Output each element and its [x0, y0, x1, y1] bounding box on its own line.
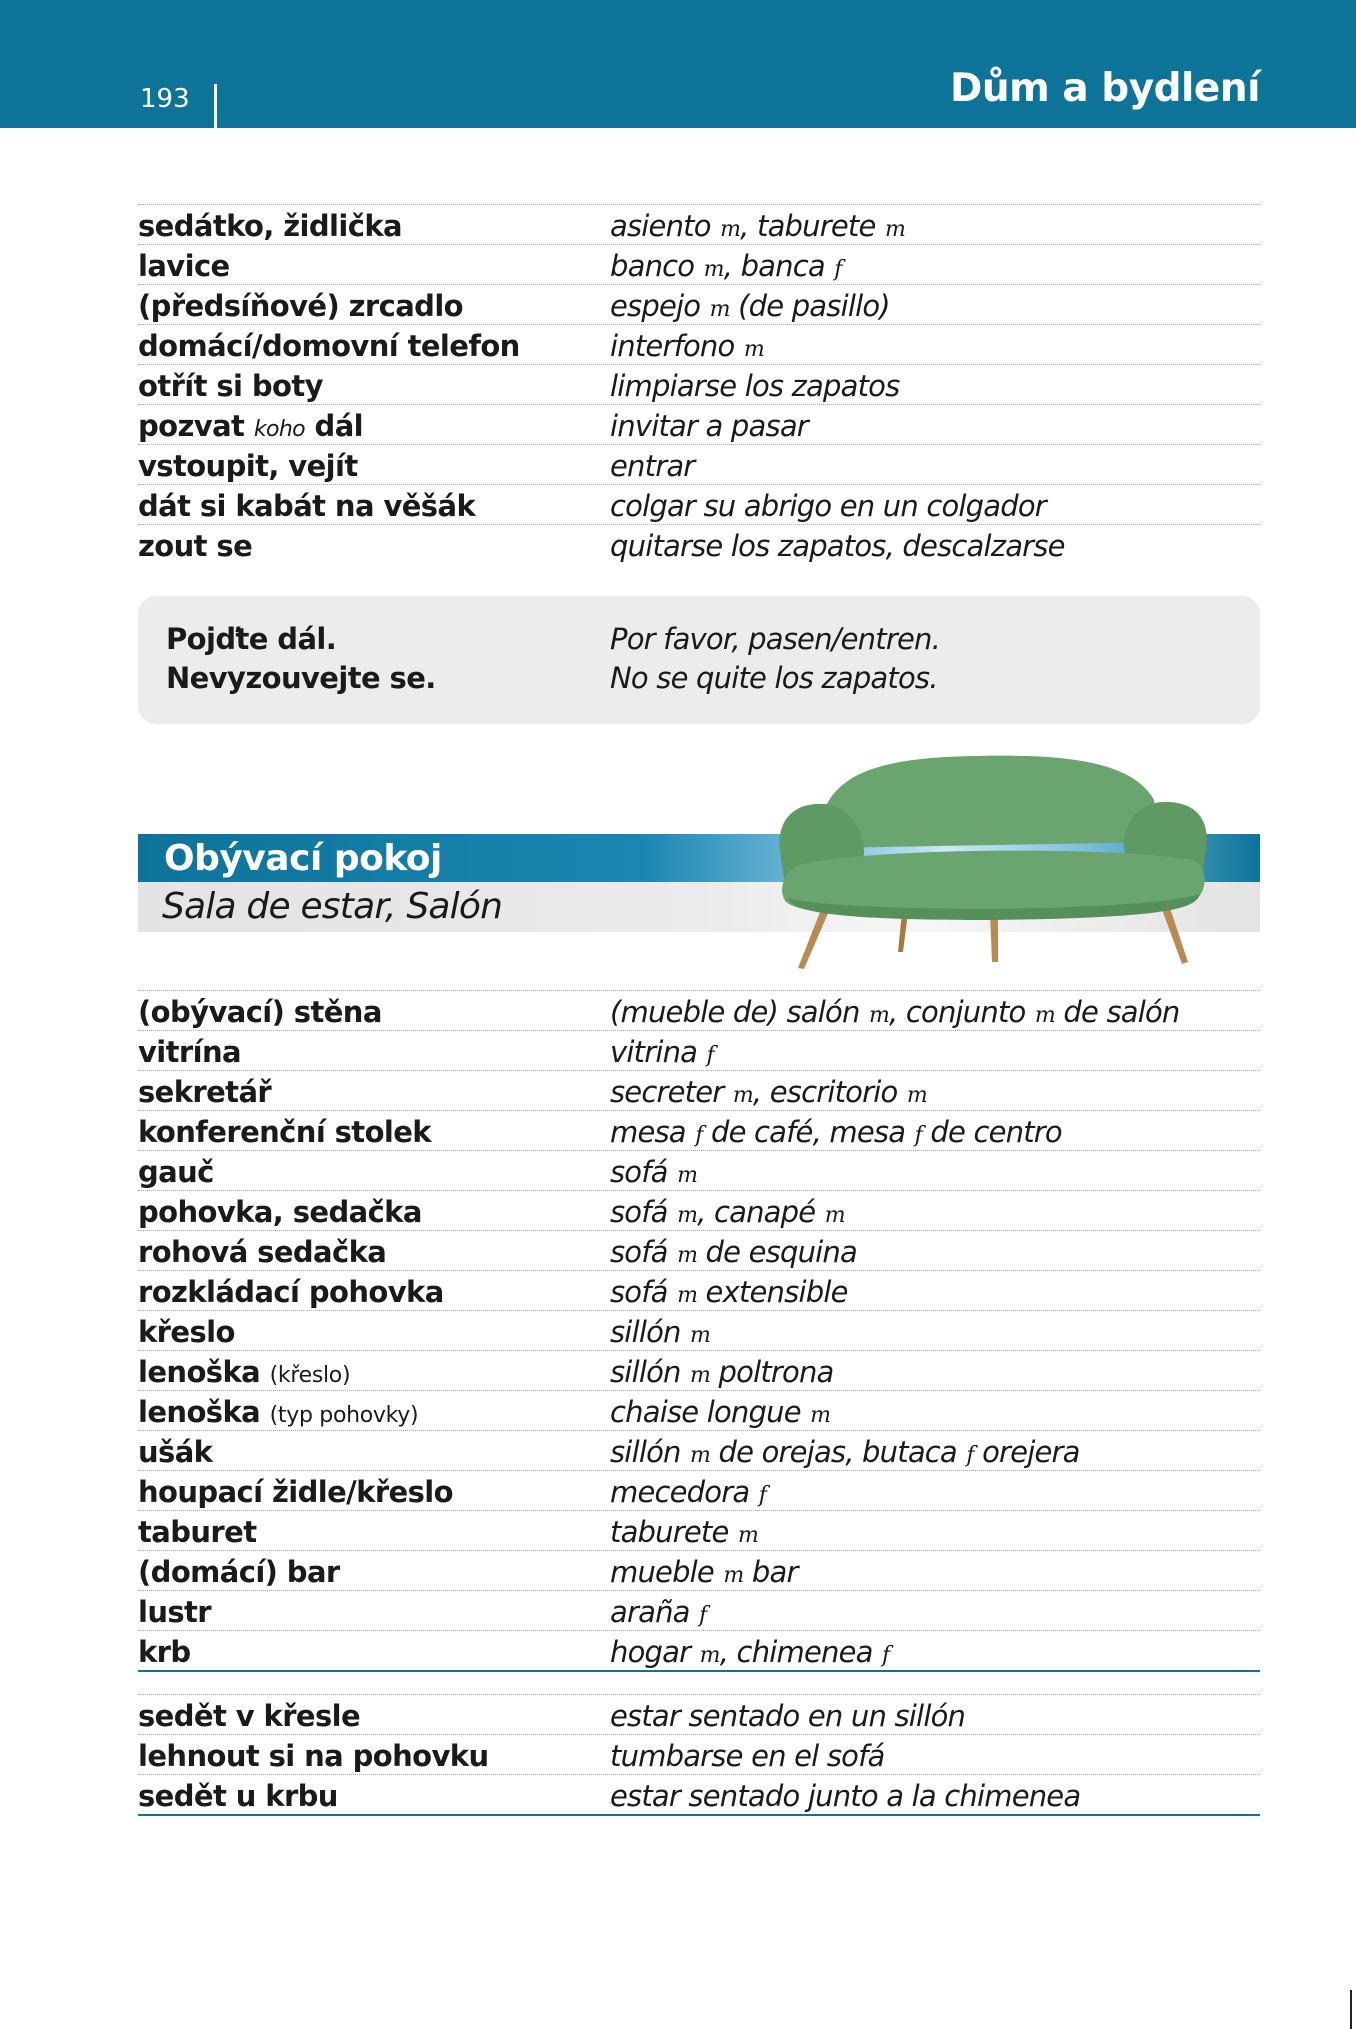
czech-term: [138, 329, 520, 363]
gender-marker: m: [743, 337, 764, 362]
vocab-row: [138, 444, 1260, 484]
section-title: Obývací pokoj: [164, 838, 442, 879]
phrase-row: [138, 657, 1260, 695]
vocab-row: [138, 244, 1260, 284]
gender-marker: m: [810, 1403, 831, 1428]
spanish-term-text: sillón: [610, 1435, 681, 1469]
czech-term: [138, 409, 363, 443]
czech-term-note: koho: [253, 417, 306, 442]
czech-term: [138, 1275, 444, 1309]
czech-term: [138, 995, 382, 1029]
czech-term-text: ušák: [138, 1435, 213, 1469]
czech-term: [138, 1355, 350, 1389]
czech-term: [138, 1779, 338, 1813]
czech-term-text: rohová sedačka: [138, 1235, 387, 1269]
czech-term-text: zout se: [138, 529, 253, 563]
gender-marker: m: [1034, 1003, 1055, 1028]
vocab-row: [138, 1030, 1260, 1070]
czech-term: [138, 209, 402, 243]
gender-marker: f: [699, 1603, 707, 1628]
czech-term: [138, 1035, 241, 1069]
vocab-row: [138, 1070, 1260, 1110]
gender-marker: m: [884, 217, 905, 242]
czech-term-text: pohovka, sedačka: [138, 1195, 422, 1229]
gender-marker: m: [677, 1163, 698, 1188]
czech-term-text: lustr: [138, 1595, 212, 1629]
spanish-term-text: sofá: [610, 1235, 668, 1269]
vocab-row: [138, 404, 1260, 444]
vocab-row: [138, 1350, 1260, 1390]
czech-term: [138, 1315, 235, 1349]
czech-term-text: rozkládací pohovka: [138, 1275, 444, 1309]
gender-marker: m: [703, 257, 724, 282]
czech-term: [138, 1115, 431, 1149]
spanish-term: [610, 1515, 758, 1549]
gender-marker: m: [690, 1363, 711, 1388]
vocab-row: [138, 1270, 1260, 1310]
czech-term: [138, 369, 323, 403]
spanish-term-text: sillón: [610, 1355, 681, 1389]
spanish-term-text: de café, mesa: [702, 1115, 906, 1149]
spanish-term-text: tumbarse en el sofá: [610, 1739, 885, 1773]
spanish-term-text: (mueble de) salón: [610, 995, 860, 1029]
spanish-term: [610, 1155, 697, 1189]
spanish-term-text: , canapé: [697, 1195, 816, 1229]
spanish-term-text: secreter: [610, 1075, 724, 1109]
spanish-term-text: de orejas, butaca: [710, 1435, 957, 1469]
vocab-row: [138, 1310, 1260, 1350]
czech-term: [138, 1195, 422, 1229]
spanish-term-text: taburete: [610, 1515, 729, 1549]
gender-marker: m: [737, 1523, 758, 1548]
phrase-row: [138, 618, 1260, 656]
spanish-term: [610, 1779, 1080, 1813]
gender-marker: m: [824, 1203, 845, 1228]
spanish-term: [610, 449, 694, 483]
gender-marker: m: [723, 1563, 744, 1588]
spanish-term: [610, 1699, 965, 1733]
czech-term-text: lehnout si na pohovku: [138, 1739, 489, 1773]
spanish-term: [610, 249, 842, 283]
czech-term-text: pozvat: [138, 409, 245, 443]
spanish-term-text: (de pasillo): [729, 289, 890, 323]
spanish-term-text: vitrina: [610, 1035, 698, 1069]
czech-term: [138, 1595, 211, 1629]
vocab-row: [138, 1630, 1260, 1670]
gender-marker: m: [699, 1643, 720, 1668]
gender-marker: f: [695, 1123, 703, 1148]
spanish-term-text: interfono: [610, 329, 735, 363]
czech-term-text: konferenční stolek: [138, 1115, 431, 1149]
czech-term-text: vitrína: [138, 1035, 241, 1069]
spanish-term-text: banco: [610, 249, 695, 283]
spanish-term-text: , banca: [723, 249, 825, 283]
spanish-term-text: asiento: [610, 209, 711, 243]
czech-term-note: (typ pohovky): [269, 1403, 419, 1428]
vocab-row: [138, 1734, 1260, 1774]
chapter-title: Dům a bydlení: [950, 66, 1260, 111]
vocab-row: [138, 1590, 1260, 1630]
spanish-term-text: espejo: [610, 289, 701, 323]
spanish-term: [610, 209, 905, 243]
gender-marker: f: [882, 1643, 890, 1668]
spanish-term: [610, 1475, 766, 1509]
gender-marker: m: [720, 217, 741, 242]
spanish-term-text: estar sentado junto a la chimenea: [610, 1779, 1081, 1813]
czech-term-text: vstoupit, vejít: [138, 449, 358, 483]
spanish-term-text: bar: [743, 1555, 798, 1589]
spanish-term: [610, 1115, 1062, 1149]
spanish-term-text: entrar: [610, 449, 695, 483]
gender-marker: f: [758, 1483, 767, 1508]
spanish-term-text: de salón: [1054, 995, 1180, 1029]
vocab-row: [138, 1694, 1260, 1734]
czech-term: [138, 1515, 256, 1549]
czech-term-text: dát si kabát na věšák: [138, 489, 476, 523]
czech-term: [138, 1435, 212, 1469]
spanish-term-text: invitar a pasar: [610, 409, 808, 443]
spanish-term: [610, 329, 764, 363]
hallway-vocab-list: [138, 204, 1260, 564]
spanish-term-text: sofá: [610, 1275, 668, 1309]
czech-term-text: taburet: [138, 1515, 257, 1549]
spanish-term-text: hogar: [610, 1635, 691, 1669]
spanish-term-text: poltrona: [710, 1355, 834, 1389]
vocab-row: [138, 204, 1260, 244]
spanish-term: [610, 1355, 834, 1389]
spanish-term: [610, 1635, 889, 1669]
spanish-term-text: orejera: [973, 1435, 1080, 1469]
czech-term-text: sedět u krbu: [138, 1779, 338, 1813]
czech-term: [138, 1635, 191, 1669]
vocab-row: [138, 1774, 1260, 1814]
czech-term-text: houpací židle/křeslo: [138, 1475, 453, 1509]
spanish-term: [610, 369, 899, 403]
czech-term-text: sedět v křesle: [138, 1699, 361, 1733]
spanish-term: [610, 1555, 798, 1589]
vocab-row: [138, 990, 1260, 1030]
czech-term: [138, 1739, 489, 1773]
section-end-rule: [138, 1814, 1260, 1816]
czech-term-text: gauč: [138, 1155, 214, 1189]
vocab-row: [138, 1430, 1260, 1470]
page-number: 193: [140, 84, 190, 114]
spanish-term-text: chaise longue: [610, 1395, 801, 1429]
gender-marker: m: [732, 1083, 753, 1108]
spanish-term: [610, 1315, 710, 1349]
czech-term-text: dál: [314, 409, 363, 443]
phrase-spanish: Por favor, pasen/entren.: [610, 622, 940, 656]
czech-term: [138, 289, 463, 323]
czech-term: [138, 449, 358, 483]
spanish-term-text: de centro: [921, 1115, 1062, 1149]
gender-marker: m: [690, 1443, 711, 1468]
czech-term-text: lenoška: [138, 1395, 261, 1429]
czech-term: [138, 1235, 386, 1269]
spanish-term: [610, 289, 890, 323]
spanish-term-text: colgar su abrigo en un colgador: [610, 489, 1046, 523]
czech-term-text: (předsíňové) zrcadlo: [138, 289, 463, 323]
czech-term-text: (obývací) stěna: [138, 995, 382, 1029]
vocab-row: [138, 524, 1260, 564]
gender-marker: f: [834, 257, 842, 282]
spanish-term-text: , chimenea: [719, 1635, 873, 1669]
gender-marker: m: [677, 1203, 698, 1228]
czech-term-text: křeslo: [138, 1315, 235, 1349]
czech-term: [138, 1475, 453, 1509]
spanish-term-text: mesa: [610, 1115, 686, 1149]
spanish-term: [610, 1235, 857, 1269]
czech-term-text: krb: [138, 1635, 191, 1669]
spanish-term-text: , conjunto: [889, 995, 1026, 1029]
vocab-row: [138, 1390, 1260, 1430]
spanish-term-text: araña: [610, 1595, 690, 1629]
czech-term-note: (křeslo): [269, 1363, 351, 1388]
czech-term-text: sedátko, židlička: [138, 209, 402, 243]
spanish-term: [610, 1739, 884, 1773]
czech-term-text: otřít si boty: [138, 369, 323, 403]
spanish-term: [610, 1275, 848, 1309]
spanish-term: [610, 1195, 845, 1229]
vocab-row: [138, 1190, 1260, 1230]
vocab-row: [138, 1510, 1260, 1550]
spanish-term-text: , escritorio: [752, 1075, 898, 1109]
czech-term: [138, 1395, 418, 1429]
vocab-row: [138, 1230, 1260, 1270]
spanish-term: [610, 1435, 1080, 1469]
living-room-vocab-list: [138, 990, 1260, 1672]
vocab-row: [138, 1470, 1260, 1510]
czech-term: [138, 489, 475, 523]
czech-term: [138, 529, 252, 563]
phrase-box: [138, 596, 1260, 724]
czech-term: [138, 1075, 271, 1109]
spanish-term: [610, 1035, 714, 1069]
vocab-row: [138, 284, 1260, 324]
spanish-term-text: sofá: [610, 1195, 668, 1229]
czech-term-text: lenoška: [138, 1355, 261, 1389]
living-room-phrase-list: [138, 1694, 1260, 1816]
czech-term-text: domácí/domovní telefon: [138, 329, 520, 363]
phrase-czech: Nevyzouvejte se.: [166, 661, 436, 695]
spanish-term-text: limpiarse los zapatos: [610, 369, 900, 403]
gender-marker: m: [868, 1003, 890, 1028]
spanish-term-text: extensible: [697, 1275, 848, 1309]
spanish-term-text: mueble: [610, 1555, 714, 1589]
gender-marker: m: [677, 1283, 698, 1308]
gender-marker: f: [966, 1443, 974, 1468]
czech-term: [138, 1699, 360, 1733]
phrase-spanish: No se quite los zapatos.: [610, 661, 938, 695]
spanish-term: [610, 489, 1046, 523]
czech-term: [138, 249, 230, 283]
gender-marker: m: [677, 1243, 698, 1268]
section-end-rule: [138, 1670, 1260, 1672]
page-edge-mark: [1350, 1990, 1352, 2029]
spanish-term: [610, 409, 808, 443]
spanish-term-text: de esquina: [697, 1235, 857, 1269]
czech-term: [138, 1155, 214, 1189]
page-header: [0, 0, 1356, 128]
section-subtitle: Sala de estar, Salón: [162, 886, 503, 927]
spanish-term-text: quitarse los zapatos, descalzarse: [610, 529, 1065, 563]
spanish-term: [610, 1075, 927, 1109]
spanish-term-text: estar sentado en un sillón: [610, 1699, 966, 1733]
vocab-row: [138, 1550, 1260, 1590]
vocab-row: [138, 1110, 1260, 1150]
phrase-czech: Pojďte dál.: [166, 622, 337, 656]
spanish-term: [610, 529, 1065, 563]
vocab-row: [138, 324, 1260, 364]
czech-term: [138, 1555, 340, 1589]
gender-marker: m: [690, 1323, 711, 1348]
spanish-term: [610, 1395, 830, 1429]
gender-marker: f: [706, 1043, 714, 1068]
czech-term-text: lavice: [138, 249, 230, 283]
spanish-term: [610, 1595, 706, 1629]
page-number-divider: [214, 84, 217, 128]
spanish-term-text: mecedora: [610, 1475, 750, 1509]
gender-marker: m: [709, 297, 730, 322]
spanish-term: [610, 995, 1180, 1029]
sofa-illustration: [772, 752, 1212, 974]
spanish-term-text: sofá: [610, 1155, 668, 1189]
czech-term-text: (domácí) bar: [138, 1555, 340, 1589]
gender-marker: m: [906, 1083, 927, 1108]
spanish-term-text: , taburete: [740, 209, 876, 243]
czech-term-text: sekretář: [138, 1075, 272, 1109]
vocab-row: [138, 364, 1260, 404]
vocab-row: [138, 484, 1260, 524]
spanish-term-text: sillón: [610, 1315, 681, 1349]
gender-marker: f: [914, 1123, 922, 1148]
vocab-row: [138, 1150, 1260, 1190]
